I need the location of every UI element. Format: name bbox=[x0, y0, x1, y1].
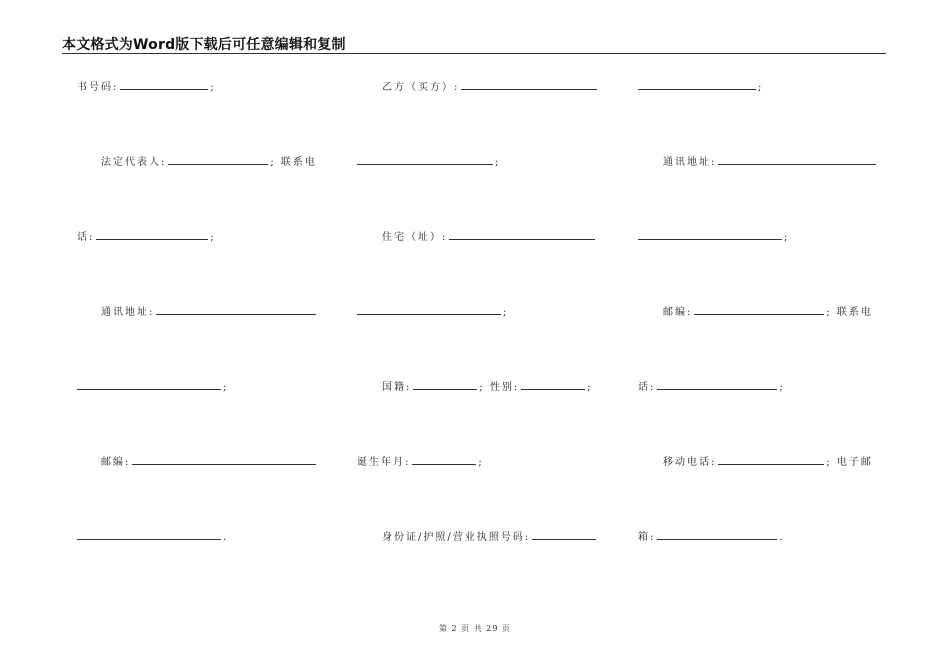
field-label: 话: bbox=[638, 382, 656, 393]
field-mailing-address bbox=[101, 305, 318, 319]
field-postcode bbox=[663, 305, 873, 319]
field-continuation bbox=[357, 155, 498, 169]
field-continuation bbox=[357, 305, 506, 319]
field-label: 诞生年月: bbox=[357, 457, 411, 468]
blank-line[interactable] bbox=[357, 155, 493, 165]
field-book-number bbox=[77, 80, 214, 94]
field-tail: ; 联系电 bbox=[826, 307, 873, 318]
field-legal-representative bbox=[101, 155, 317, 169]
field-postcode bbox=[101, 455, 318, 469]
field-continuation bbox=[638, 230, 787, 244]
blank-line[interactable] bbox=[156, 305, 316, 315]
field-label: 箱: bbox=[638, 532, 656, 543]
field-continuation bbox=[77, 530, 226, 544]
blank-line[interactable] bbox=[718, 455, 824, 465]
punct: ; bbox=[758, 82, 762, 93]
blank-line[interactable] bbox=[461, 80, 597, 90]
field-label: 邮编: bbox=[101, 457, 131, 468]
blank-line[interactable] bbox=[638, 80, 756, 90]
blank-line[interactable] bbox=[694, 305, 824, 315]
field-id-number bbox=[382, 530, 598, 544]
blank-line[interactable] bbox=[132, 455, 316, 465]
punct: ; bbox=[587, 382, 591, 393]
blank-line[interactable] bbox=[657, 530, 777, 540]
punct: . bbox=[223, 532, 227, 543]
blank-line[interactable] bbox=[449, 230, 595, 240]
field-nationality-gender bbox=[382, 380, 591, 394]
blank-line[interactable] bbox=[77, 530, 221, 540]
blank-line[interactable] bbox=[521, 380, 585, 390]
field-residence bbox=[382, 230, 597, 244]
punct: ; bbox=[223, 382, 227, 393]
punct: ; bbox=[503, 307, 507, 318]
blank-line[interactable] bbox=[412, 455, 476, 465]
field-party-b-buyer bbox=[382, 80, 599, 94]
header-divider bbox=[62, 53, 886, 54]
blank-line[interactable] bbox=[357, 305, 501, 315]
blank-line[interactable] bbox=[120, 80, 208, 90]
punct: ; bbox=[210, 232, 214, 243]
blank-line[interactable] bbox=[657, 380, 777, 390]
field-label: ; 性别: bbox=[479, 382, 520, 393]
blank-line[interactable] bbox=[77, 380, 221, 390]
punct: ; bbox=[495, 157, 499, 168]
punct: ; bbox=[779, 382, 783, 393]
field-label: 邮编: bbox=[663, 307, 693, 318]
field-label: 通讯地址: bbox=[663, 157, 717, 168]
blank-line[interactable] bbox=[718, 155, 876, 165]
punct: ; bbox=[784, 232, 788, 243]
field-phone-continued bbox=[77, 230, 214, 244]
field-label: 通讯地址: bbox=[101, 307, 155, 318]
page-number: 第 2 页 共 29 页 bbox=[439, 624, 511, 633]
punct: . bbox=[779, 532, 783, 543]
blank-line[interactable] bbox=[96, 230, 208, 240]
field-label: 法定代表人: bbox=[101, 157, 167, 168]
field-label: 乙方（买方）: bbox=[382, 82, 460, 93]
field-mailing-address bbox=[663, 155, 878, 169]
punct: ; bbox=[210, 82, 214, 93]
field-continuation bbox=[638, 80, 761, 94]
blank-line[interactable] bbox=[168, 155, 268, 165]
field-label: 话: bbox=[77, 232, 95, 243]
field-label: 住宅（址）: bbox=[382, 232, 448, 243]
blank-line[interactable] bbox=[413, 380, 477, 390]
blank-line[interactable] bbox=[532, 530, 596, 540]
field-mobile-phone bbox=[663, 455, 873, 469]
field-tail: ; 电子邮 bbox=[826, 457, 873, 468]
field-label: 国籍: bbox=[382, 382, 412, 393]
field-label: 书号码: bbox=[77, 82, 119, 93]
field-continuation bbox=[77, 380, 226, 394]
field-birth-date bbox=[357, 455, 482, 469]
punct: ; bbox=[478, 457, 482, 468]
field-phone-continued bbox=[638, 380, 783, 394]
page-header-title: 本文格式为Word版下载后可任意编辑和复制 bbox=[62, 37, 346, 53]
blank-line[interactable] bbox=[638, 230, 782, 240]
field-email-continued bbox=[638, 530, 783, 544]
field-label: 移动电话: bbox=[663, 457, 717, 468]
field-label: 身份证/护照/营业执照号码: bbox=[382, 532, 531, 543]
field-tail: ; 联系电 bbox=[270, 157, 317, 168]
